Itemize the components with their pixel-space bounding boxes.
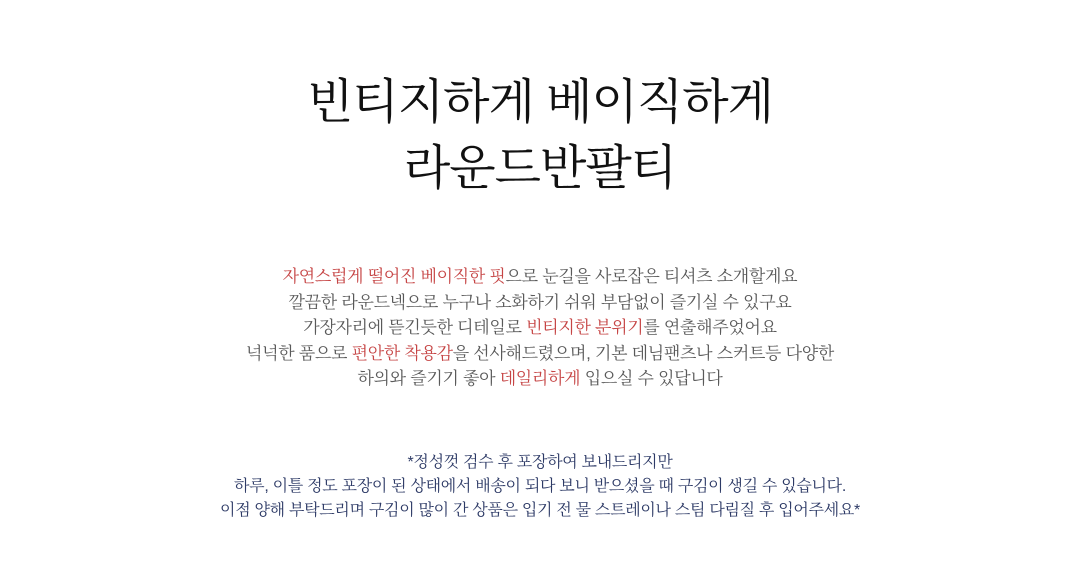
product-title-line-2: 라운드반팔티 xyxy=(403,142,677,195)
description-text: 가장자리에 뜯긴듯한 디테일로 xyxy=(303,318,527,337)
product-title-line-1: 빈티지하게 베이직하게 xyxy=(306,76,774,129)
shipping-notice xyxy=(0,451,1080,523)
description-line-4 xyxy=(0,341,1080,367)
description-text: 으로 눈길을 사로잡은 티셔츠 소개할게요 xyxy=(505,267,798,286)
description-text: 을 선사해드렸으며, 기본 데님팬츠나 스커트등 다양한 xyxy=(452,343,834,363)
product-description xyxy=(0,264,1080,392)
description-line-2 xyxy=(0,290,1080,316)
description-text: 깔끔한 라운드넥으로 누구나 소화하기 쉬워 부담없이 즐기실 수 있구요 xyxy=(288,292,792,312)
description-accent-text: 데일리하게 xyxy=(499,369,581,388)
shipping-notice-line-3: 이점 양해 부탁드리며 구김이 많이 간 상품은 입기 전 물 스트레이나 스팀 다림질 후 입어주세요* xyxy=(220,501,860,519)
product-title xyxy=(0,0,1080,202)
description-line-5 xyxy=(0,366,1080,392)
description-line-1 xyxy=(0,264,1080,290)
description-text: 하의와 즐기기 좋아 xyxy=(357,369,500,388)
description-text: 입으실 수 있답니다 xyxy=(580,369,723,388)
description-text: 를 연출해주었어요 xyxy=(643,318,777,337)
description-accent-text: 편안한 착용감 xyxy=(351,343,453,363)
description-accent-text: 자연스럽게 떨어진 베이직한 핏 xyxy=(282,267,506,286)
shipping-notice-line-2: 하루, 이틀 정도 포장이 된 상태에서 배송이 되다 보니 받으셨을 때 구김이 생길 수 있습니다. xyxy=(234,477,846,495)
description-accent-text: 빈티지한 분위기 xyxy=(526,318,644,337)
shipping-notice-line-1: *정성껏 검수 후 포장하여 보내드리지만 xyxy=(407,453,673,471)
description-line-3 xyxy=(0,315,1080,341)
description-text: 넉넉한 품으로 xyxy=(246,343,352,363)
